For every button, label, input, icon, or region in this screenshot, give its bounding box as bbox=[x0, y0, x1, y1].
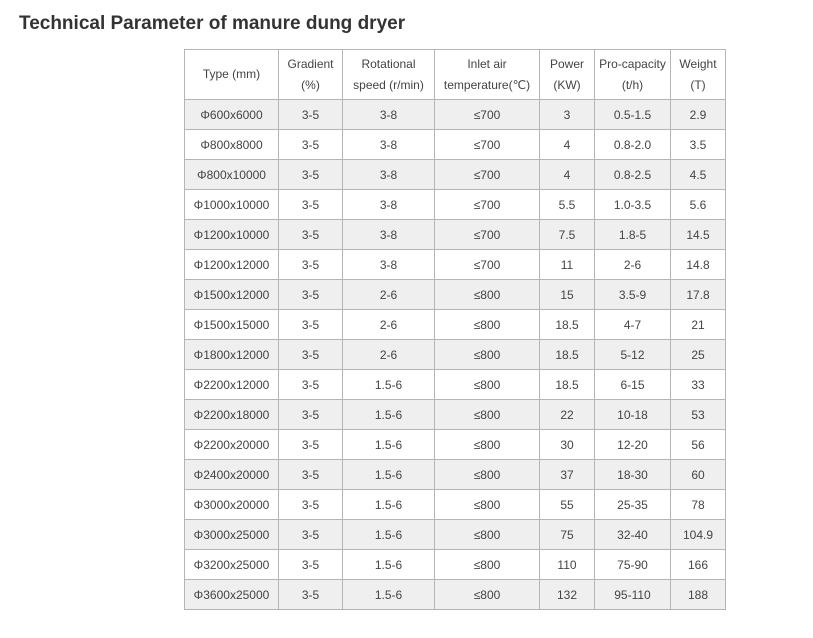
table-cell-rotational-speed: 3-8 bbox=[343, 130, 435, 160]
table-cell-type: Φ1000x10000 bbox=[185, 190, 279, 220]
table-cell-pro-capacity: 95-110 bbox=[595, 580, 671, 610]
table-row bbox=[185, 160, 726, 190]
column-header-line: (%) bbox=[301, 77, 320, 92]
table-cell-power: 15 bbox=[540, 280, 595, 310]
table-cell-weight: 25 bbox=[671, 340, 726, 370]
table-cell-power: 18.5 bbox=[540, 370, 595, 400]
table-cell-rotational-speed: 3-8 bbox=[343, 190, 435, 220]
table-cell-rotational-speed: 3-8 bbox=[343, 250, 435, 280]
column-header-type bbox=[185, 50, 279, 100]
table-cell-inlet-air-temperature: ≤700 bbox=[435, 220, 540, 250]
table-cell-gradient: 3-5 bbox=[279, 400, 343, 430]
table-cell-pro-capacity: 75-90 bbox=[595, 550, 671, 580]
table-cell-weight: 2.9 bbox=[671, 100, 726, 130]
table-cell-pro-capacity: 2-6 bbox=[595, 250, 671, 280]
table-cell-rotational-speed: 3-8 bbox=[343, 100, 435, 130]
table-cell-power: 3 bbox=[540, 100, 595, 130]
table-cell-power: 18.5 bbox=[540, 340, 595, 370]
table-cell-type: Φ2200x20000 bbox=[185, 430, 279, 460]
table-row bbox=[185, 190, 726, 220]
table-cell-type: Φ3600x25000 bbox=[185, 580, 279, 610]
table-cell-gradient: 3-5 bbox=[279, 280, 343, 310]
table-cell-inlet-air-temperature: ≤800 bbox=[435, 310, 540, 340]
table-cell-pro-capacity: 1.8-5 bbox=[595, 220, 671, 250]
table-cell-gradient: 3-5 bbox=[279, 100, 343, 130]
table-cell-gradient: 3-5 bbox=[279, 190, 343, 220]
table-cell-pro-capacity: 25-35 bbox=[595, 490, 671, 520]
table-cell-power: 22 bbox=[540, 400, 595, 430]
table-row bbox=[185, 340, 726, 370]
table-cell-weight: 78 bbox=[671, 490, 726, 520]
table-cell-rotational-speed: 3-8 bbox=[343, 220, 435, 250]
table-cell-rotational-speed: 2-6 bbox=[343, 280, 435, 310]
table-cell-pro-capacity: 6-15 bbox=[595, 370, 671, 400]
table-cell-weight: 33 bbox=[671, 370, 726, 400]
table-cell-type: Φ2200x18000 bbox=[185, 400, 279, 430]
column-header-rotational-speed bbox=[343, 50, 435, 100]
column-header-pro-capacity bbox=[595, 50, 671, 100]
table-cell-weight: 14.5 bbox=[671, 220, 726, 250]
table-body bbox=[185, 100, 726, 610]
table-cell-inlet-air-temperature: ≤800 bbox=[435, 340, 540, 370]
table-cell-gradient: 3-5 bbox=[279, 220, 343, 250]
table-cell-pro-capacity: 12-20 bbox=[595, 430, 671, 460]
table-cell-gradient: 3-5 bbox=[279, 430, 343, 460]
table-cell-type: Φ2200x12000 bbox=[185, 370, 279, 400]
table-cell-weight: 4.5 bbox=[671, 160, 726, 190]
table-cell-weight: 104.9 bbox=[671, 520, 726, 550]
table-cell-pro-capacity: 5-12 bbox=[595, 340, 671, 370]
table-cell-weight: 53 bbox=[671, 400, 726, 430]
column-header-line: Rotational bbox=[361, 56, 416, 71]
column-header-line: Gradient bbox=[287, 56, 334, 71]
table-cell-weight: 21 bbox=[671, 310, 726, 340]
table-cell-type: Φ600x6000 bbox=[185, 100, 279, 130]
table-cell-gradient: 3-5 bbox=[279, 550, 343, 580]
column-header-line: speed (r/min) bbox=[353, 77, 424, 92]
table-cell-inlet-air-temperature: ≤800 bbox=[435, 520, 540, 550]
table-cell-pro-capacity: 32-40 bbox=[595, 520, 671, 550]
table-cell-gradient: 3-5 bbox=[279, 580, 343, 610]
table-cell-pro-capacity: 1.0-3.5 bbox=[595, 190, 671, 220]
table-cell-type: Φ1500x12000 bbox=[185, 280, 279, 310]
column-header-inlet-air-temperature bbox=[435, 50, 540, 100]
table-cell-weight: 14.8 bbox=[671, 250, 726, 280]
table-cell-power: 132 bbox=[540, 580, 595, 610]
table-row bbox=[185, 310, 726, 340]
table-cell-gradient: 3-5 bbox=[279, 520, 343, 550]
table-cell-gradient: 3-5 bbox=[279, 160, 343, 190]
table-cell-weight: 17.8 bbox=[671, 280, 726, 310]
table-row bbox=[185, 460, 726, 490]
column-header-line: Pro-capacity bbox=[599, 56, 666, 71]
table-cell-gradient: 3-5 bbox=[279, 310, 343, 340]
column-header-line: Type (mm) bbox=[202, 67, 261, 81]
table-cell-pro-capacity: 3.5-9 bbox=[595, 280, 671, 310]
table-cell-rotational-speed: 1.5-6 bbox=[343, 430, 435, 460]
table-header bbox=[185, 50, 726, 100]
table-row bbox=[185, 490, 726, 520]
table-cell-rotational-speed: 3-8 bbox=[343, 160, 435, 190]
table-cell-power: 75 bbox=[540, 520, 595, 550]
column-header-weight bbox=[671, 50, 726, 100]
table-cell-pro-capacity: 18-30 bbox=[595, 460, 671, 490]
column-header-line: temperature(℃) bbox=[443, 77, 531, 92]
table-cell-inlet-air-temperature: ≤700 bbox=[435, 190, 540, 220]
table-cell-power: 5.5 bbox=[540, 190, 595, 220]
table-cell-type: Φ1800x12000 bbox=[185, 340, 279, 370]
table-cell-gradient: 3-5 bbox=[279, 340, 343, 370]
table-row bbox=[185, 280, 726, 310]
table-cell-type: Φ3000x20000 bbox=[185, 490, 279, 520]
table-cell-rotational-speed: 1.5-6 bbox=[343, 580, 435, 610]
table-cell-gradient: 3-5 bbox=[279, 460, 343, 490]
table-cell-power: 110 bbox=[540, 550, 595, 580]
column-header-line: (T) bbox=[690, 77, 706, 92]
table-cell-inlet-air-temperature: ≤700 bbox=[435, 100, 540, 130]
header-row bbox=[185, 50, 726, 100]
table-cell-inlet-air-temperature: ≤800 bbox=[435, 490, 540, 520]
table-cell-type: Φ3000x25000 bbox=[185, 520, 279, 550]
table-cell-power: 7.5 bbox=[540, 220, 595, 250]
table-cell-power: 4 bbox=[540, 160, 595, 190]
table-cell-weight: 3.5 bbox=[671, 130, 726, 160]
table-cell-rotational-speed: 1.5-6 bbox=[343, 550, 435, 580]
table-cell-power: 18.5 bbox=[540, 310, 595, 340]
table-cell-inlet-air-temperature: ≤800 bbox=[435, 430, 540, 460]
column-header-line: (t/h) bbox=[621, 77, 644, 92]
table-cell-inlet-air-temperature: ≤800 bbox=[435, 280, 540, 310]
table-cell-power: 37 bbox=[540, 460, 595, 490]
table-cell-pro-capacity: 0.8-2.5 bbox=[595, 160, 671, 190]
table-row bbox=[185, 400, 726, 430]
table-cell-type: Φ800x10000 bbox=[185, 160, 279, 190]
table-row bbox=[185, 100, 726, 130]
table-row bbox=[185, 520, 726, 550]
table-row bbox=[185, 580, 726, 610]
table-cell-power: 4 bbox=[540, 130, 595, 160]
column-header-power bbox=[540, 50, 595, 100]
table-cell-gradient: 3-5 bbox=[279, 130, 343, 160]
table-cell-inlet-air-temperature: ≤700 bbox=[435, 130, 540, 160]
table-cell-power: 30 bbox=[540, 430, 595, 460]
table-row bbox=[185, 370, 726, 400]
table-cell-weight: 166 bbox=[671, 550, 726, 580]
table-cell-rotational-speed: 1.5-6 bbox=[343, 460, 435, 490]
table-row bbox=[185, 430, 726, 460]
table-cell-rotational-speed: 1.5-6 bbox=[343, 520, 435, 550]
column-header-gradient bbox=[279, 50, 343, 100]
table-cell-type: Φ2400x20000 bbox=[185, 460, 279, 490]
table-cell-rotational-speed: 2-6 bbox=[343, 310, 435, 340]
table-cell-gradient: 3-5 bbox=[279, 250, 343, 280]
table-cell-inlet-air-temperature: ≤700 bbox=[435, 160, 540, 190]
table-cell-inlet-air-temperature: ≤800 bbox=[435, 550, 540, 580]
table-cell-type: Φ1200x12000 bbox=[185, 250, 279, 280]
table-cell-inlet-air-temperature: ≤800 bbox=[435, 370, 540, 400]
table-cell-inlet-air-temperature: ≤800 bbox=[435, 580, 540, 610]
technical-parameter-table bbox=[184, 49, 726, 610]
table-row bbox=[185, 550, 726, 580]
table-cell-gradient: 3-5 bbox=[279, 370, 343, 400]
table-cell-power: 55 bbox=[540, 490, 595, 520]
table-cell-pro-capacity: 0.8-2.0 bbox=[595, 130, 671, 160]
table-cell-type: Φ800x8000 bbox=[185, 130, 279, 160]
table-cell-inlet-air-temperature: ≤800 bbox=[435, 400, 540, 430]
table-row bbox=[185, 220, 726, 250]
table-cell-power: 11 bbox=[540, 250, 595, 280]
table-row bbox=[185, 250, 726, 280]
column-header-line: Power bbox=[549, 56, 584, 71]
table-cell-inlet-air-temperature: ≤800 bbox=[435, 460, 540, 490]
table-cell-weight: 188 bbox=[671, 580, 726, 610]
table-cell-weight: 5.6 bbox=[671, 190, 726, 220]
table-cell-weight: 56 bbox=[671, 430, 726, 460]
column-header-line: Weight bbox=[679, 56, 717, 71]
table-cell-rotational-speed: 1.5-6 bbox=[343, 370, 435, 400]
table-cell-rotational-speed: 1.5-6 bbox=[343, 400, 435, 430]
table-cell-pro-capacity: 10-18 bbox=[595, 400, 671, 430]
page-title: Technical Parameter of manure dung dryer bbox=[19, 13, 406, 34]
table-cell-inlet-air-temperature: ≤700 bbox=[435, 250, 540, 280]
column-header-line: Inlet air bbox=[467, 56, 507, 71]
table-cell-type: Φ3200x25000 bbox=[185, 550, 279, 580]
table-cell-gradient: 3-5 bbox=[279, 490, 343, 520]
table-cell-type: Φ1500x15000 bbox=[185, 310, 279, 340]
table-cell-type: Φ1200x10000 bbox=[185, 220, 279, 250]
table-cell-pro-capacity: 4-7 bbox=[595, 310, 671, 340]
table-cell-rotational-speed: 2-6 bbox=[343, 340, 435, 370]
table-cell-pro-capacity: 0.5-1.5 bbox=[595, 100, 671, 130]
table-row bbox=[185, 130, 726, 160]
table-cell-weight: 60 bbox=[671, 460, 726, 490]
column-header-line: (KW) bbox=[553, 77, 581, 92]
table-cell-rotational-speed: 1.5-6 bbox=[343, 490, 435, 520]
